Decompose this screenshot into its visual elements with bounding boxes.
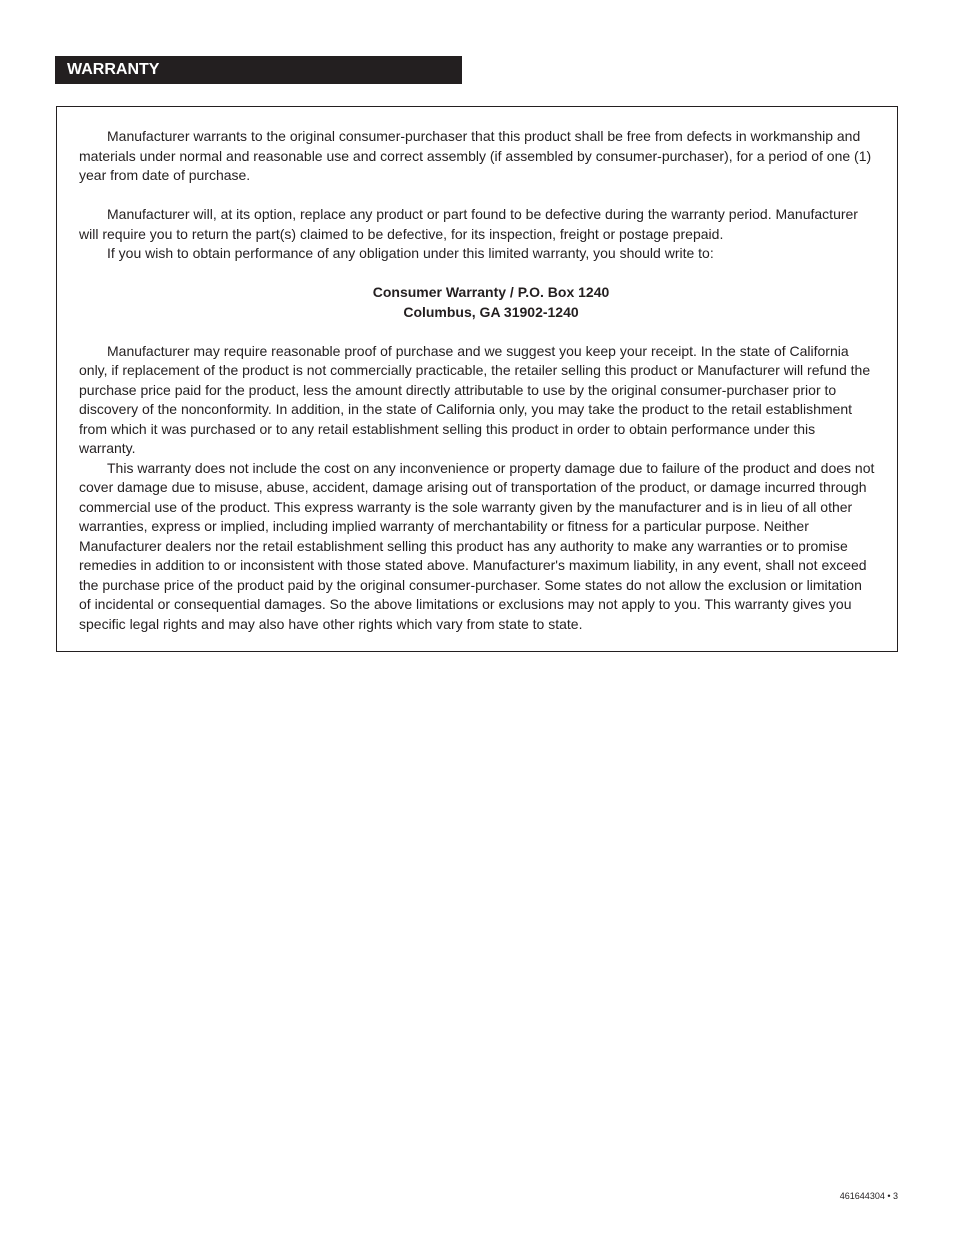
warranty-text-box	[56, 106, 898, 652]
paragraph-spacer	[79, 186, 875, 206]
paragraph-spacer	[79, 264, 875, 284]
warranty-paragraph-replacement: Manufacturer will, at its option, replace any product or part found to be defective during the warranty period. Manufacturer will require you to return the part(s) claimed to be defective, for its inspection, freight or postage prepaid.	[79, 206, 858, 242]
section-title: WARRANTY	[67, 61, 160, 78]
warranty-paragraph-coverage: Manufacturer warrants to the original consumer-purchaser that this product shall be free from defects in workmanship and materials under normal and reasonable use and correct assembly (if assembled by consumer-purchaser), for a period of one (1) year from date of purchase.	[79, 128, 872, 183]
paragraph-spacer	[79, 322, 875, 342]
warranty-paragraph-proof-of-purchase: Manufacturer may require reasonable proof of purchase and we suggest you keep your receipt. In the state of California only, if replacement of the product is not commercially practicable, the retailer selling this product or Manufacturer will refund the purchase price paid for the product, less the amount directly attributable to use by the original consumer-purchaser prior to discovery of the nonconformity. In addition, in the state of California only, you may take the product to the retail establishment from which it was purchased or to any retail establishment selling this product in order to obtain performance under this warranty.	[79, 342, 871, 456]
address-line-1: Consumer Warranty / P.O. Box 1240	[372, 284, 610, 300]
warranty-paragraph-limitations: This warranty does not include the cost on any inconvenience or property damage due to failure of the product and does not cover damage due to misuse, abuse, accident, damage arising out of transportation of the product, or damage incurred through commercial use of the product. This express warranty is the sole warranty given by the manufacturer and is in lieu of all other warranties, express or implied, including implied warranty of merchantability or fitness for a particular purpose. Neither Manufacturer dealers nor the retail establishment selling this product has any authority to make any warranties or to promise remedies in addition to or inconsistent with those stated above. Manufacturer's maximum liability, in any event, shall not exceed the purchase price of the product paid by the original consumer-purchaser. Some states do not allow the exclusion or limitation of incidental or consequential damages. So the above limitations or exclusions may not apply to you. This warranty gives you specific legal rights and may also have other rights which vary from state to state.	[79, 459, 875, 632]
address-line-2: Columbus, GA 31902-1240	[403, 303, 579, 320]
warranty-section-header	[55, 56, 462, 84]
warranty-paragraph-write-to: If you wish to obtain performance of any obligation under this limited warranty, you should write to:	[107, 245, 714, 261]
page-footer-reference: 461644304 • 3	[839, 1191, 898, 1201]
